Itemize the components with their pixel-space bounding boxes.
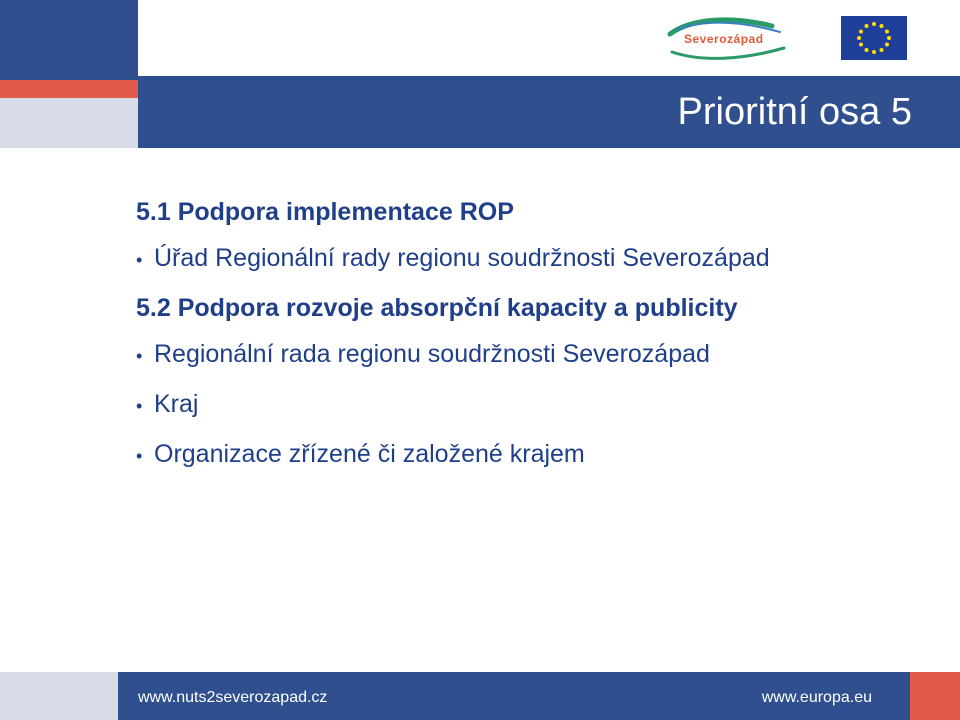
left-accent-stripe <box>0 80 138 98</box>
bullet-dot-icon: • <box>136 446 143 466</box>
slide-title: Prioritní osa 5 <box>677 91 912 133</box>
bullet-dot-icon: • <box>136 250 143 270</box>
slide-content <box>136 190 936 480</box>
eu-flag-icon <box>841 16 907 60</box>
bullet-item <box>136 430 936 480</box>
bullet-item <box>136 380 936 430</box>
left-header-block <box>0 0 138 80</box>
footer-bar <box>0 672 960 720</box>
bullet-dot-icon: • <box>136 396 143 416</box>
bullet-text: Organizace zřízené či založené krajem <box>154 440 585 468</box>
footer-link-nuts2[interactable]: www.nuts2severozapad.cz <box>138 689 328 706</box>
severozapad-logo <box>662 12 792 64</box>
section-heading-5-2: 5.2 Podpora rozvoje absorpční kapacity a publicity <box>136 294 738 322</box>
bullet-item <box>136 330 936 380</box>
footer-link-europa[interactable]: www.europa.eu <box>761 689 872 706</box>
section-heading-5-1: 5.1 Podpora implementace ROP <box>136 198 514 226</box>
title-banner <box>138 76 960 148</box>
severozapad-logo-text: Severozápad <box>684 32 764 46</box>
footer-red-block <box>910 672 960 720</box>
bullet-dot-icon: • <box>136 346 143 366</box>
bullet-item <box>136 234 936 284</box>
left-grey-block <box>0 98 138 148</box>
bullet-text: Úřad Regionální rady regionu soudržnosti Severozápad <box>154 244 770 272</box>
footer-grey-block <box>0 672 118 720</box>
bullet-text: Regionální rada regionu soudržnosti Severozápad <box>154 340 710 368</box>
bullet-text: Kraj <box>154 390 199 418</box>
